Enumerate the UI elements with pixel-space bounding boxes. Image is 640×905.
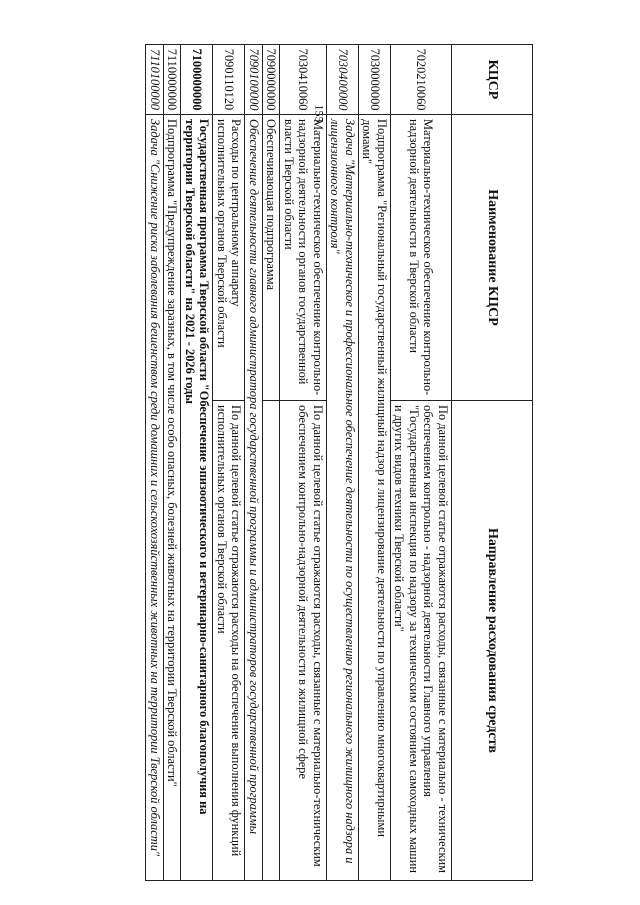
table-row [146, 45, 164, 881]
row-code: 7110100000 [146, 45, 164, 115]
kcsr-table [146, 44, 534, 881]
table-row [391, 45, 452, 881]
row-name: Обеспечивающая подпрограмма [263, 115, 281, 401]
table-row [213, 45, 245, 881]
row-name: Материально-техническое обеспечение контрольно-надзорной деятельности в Тверской области [391, 115, 452, 401]
table-row [181, 45, 213, 881]
row-code: 7110000000 [164, 45, 182, 115]
page-number: 155 [312, 104, 327, 123]
header-direction: Направление расходования средств [452, 401, 533, 881]
rotated-page [87, 44, 533, 880]
table-row [359, 45, 391, 881]
header-name: Наименование КЦСР [452, 115, 533, 401]
row-name: Материально-техническое обеспечение контрольно-надзорной деятельности органов государственной власти Тверской области [280, 115, 327, 401]
row-code: 7030000000 [359, 45, 391, 115]
row-span-text: Подпрограмма "Предупреждение заразных, в том числе особо опасных, болезней животных на территории Тверской области" [164, 115, 182, 881]
row-span-text: Государственная программа Тверской области "Обеспечение эпизоотического и ветеринарно-санитарного благополучия на территории Тверской области" на 2021 - 2026 годы [181, 115, 213, 881]
row-desc: По данной целевой статье отражаются расходы, связанные с материально-техническим обеспечением контрольно-надзорной деятельности в жилищной сфере [280, 401, 327, 881]
row-code: 7090000000 [263, 45, 281, 115]
row-name: Расходы по центральному аппарату исполнительных органов Тверской области [213, 115, 245, 401]
row-code: 7100000000 [181, 45, 213, 115]
row-desc: По данной целевой статье отражаются расходы на обеспечение выполнения функций исполнительных органов Тверской области [213, 401, 245, 881]
row-code: 7030400000 [327, 45, 359, 115]
table-row [263, 45, 281, 881]
table-row [327, 45, 359, 881]
header-kcsr: КЦСР [452, 45, 533, 115]
table-row [164, 45, 182, 881]
row-span-text: Подпрограмма "Региональный государственный жилищный надзор и лицензирование деятельности по управлению многоквартирными домами" [359, 115, 391, 881]
table-row [245, 45, 263, 881]
row-code: 7090110120 [213, 45, 245, 115]
row-code: 7030410060 [280, 45, 327, 115]
row-span-text: Обеспечение деятельности главного администратора государственной программы и администраторов государственной программы [245, 115, 263, 881]
row-code: 7020210060 [391, 45, 452, 115]
table-header-row [452, 45, 533, 881]
row-code: 7090100000 [245, 45, 263, 115]
table-row [280, 45, 327, 881]
row-desc [263, 401, 281, 881]
row-desc: По данной целевой статье отражаются расходы, связанные с материально - техническим обеспечением контрольно - надзорной деятельности Главного управления "Государственная инспекция по надзору за техническим состоянием самоходных машин и других видов техники Тверской области" [391, 401, 452, 881]
row-span-text: Задача "Материально-техническое и профессиональное обеспечение деятельности по осуществлению регионального жилищного надзора и лицензионного контроля" [327, 115, 359, 881]
row-span-text: Задача "Снижение риска заболевания бешенством среди домашних и сельскохозяйственных животных на территории Тверской области" [146, 115, 164, 881]
